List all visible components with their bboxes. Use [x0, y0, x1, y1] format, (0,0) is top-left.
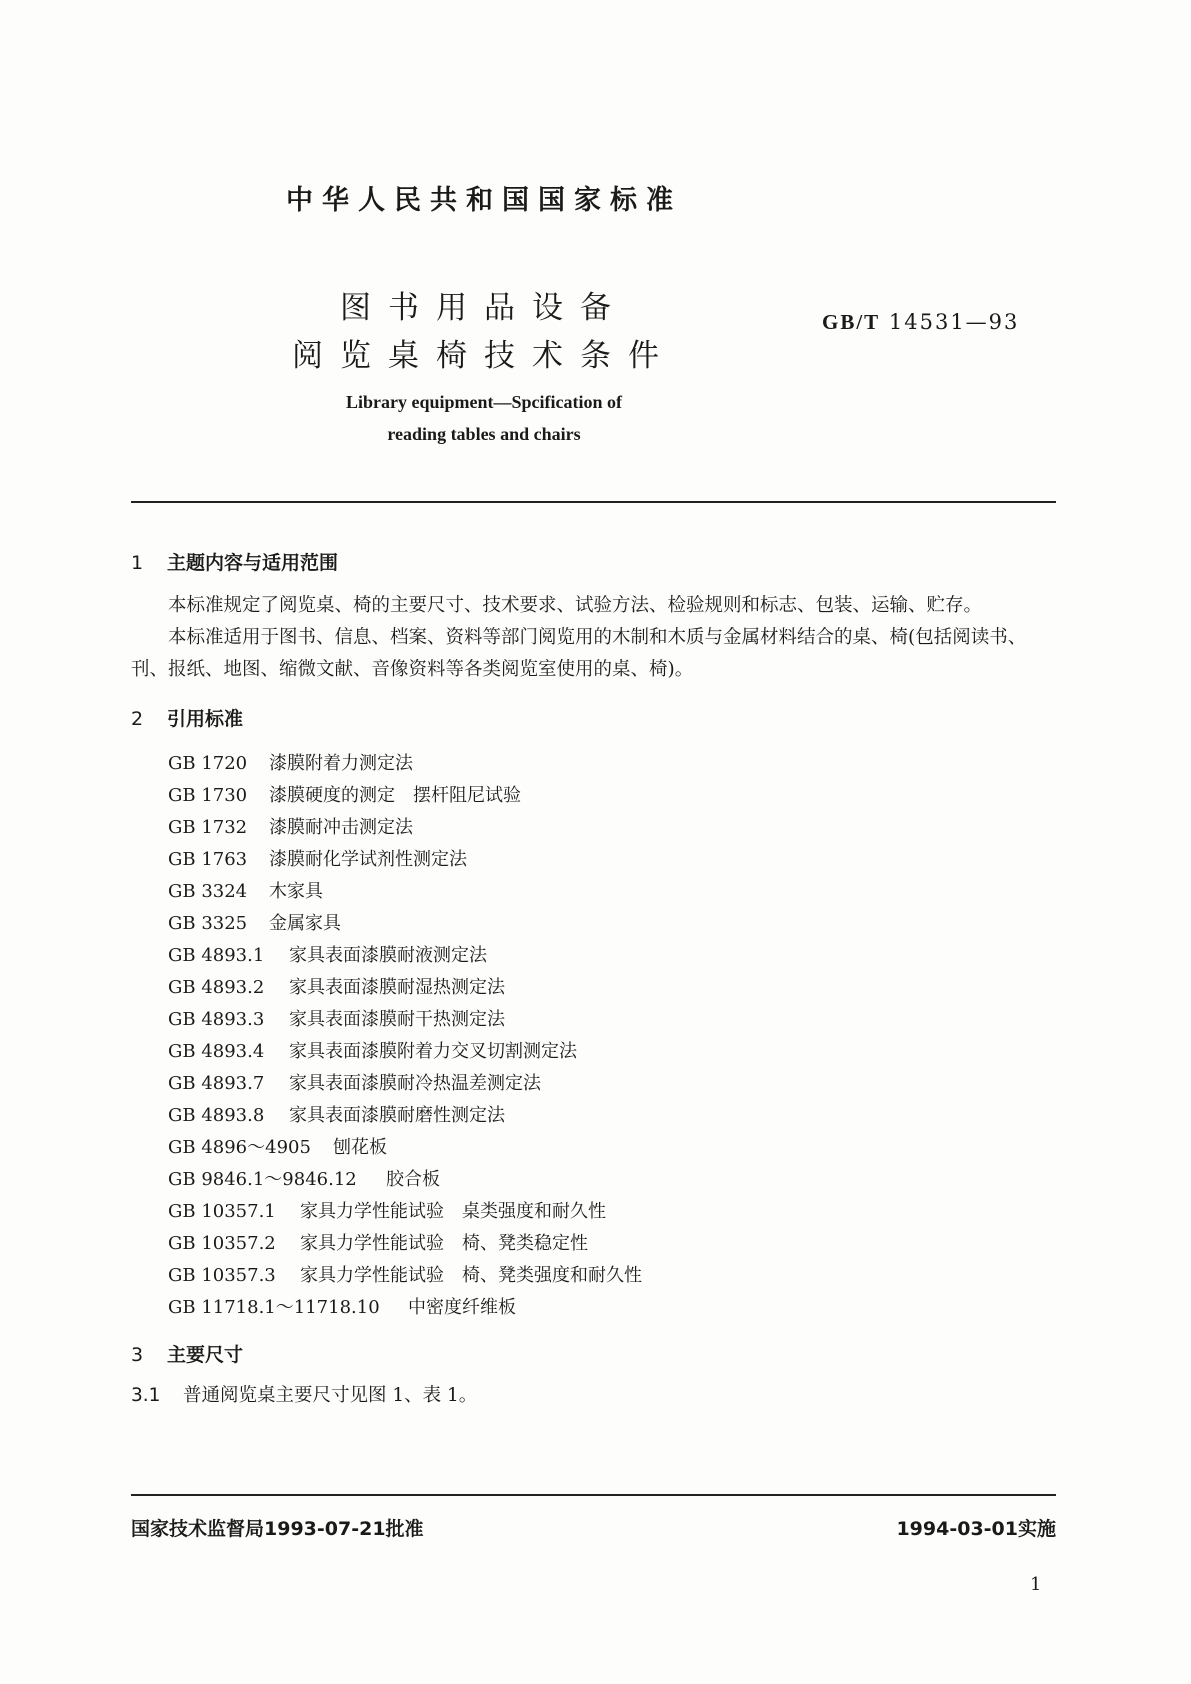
ref-code: GB 1730 — [168, 785, 248, 806]
ref-code: GB 1732 — [168, 817, 248, 838]
standard-code-number: 14531—93 — [888, 310, 1020, 334]
english-title-line1: Library equipment—Spcification of — [345, 392, 622, 412]
ref-item — [168, 1133, 387, 1159]
ref-code: GB 4893.3 — [168, 1009, 265, 1030]
section3-title: 主要尺寸 — [167, 1344, 244, 1366]
ref-item — [168, 1005, 505, 1031]
ref-item — [168, 1197, 606, 1223]
ref-code: GB 4893.1 — [168, 945, 265, 966]
ref-item — [168, 877, 323, 903]
section2-title: 引用标准 — [167, 708, 244, 730]
doc-title-line1: 图书用品设备 — [340, 290, 628, 326]
ref-code: GB 1720 — [168, 753, 248, 774]
ref-code: GB 10357.1 — [168, 1201, 276, 1222]
ref-item — [168, 1293, 516, 1319]
ref-code: GB 4896～4905 — [168, 1137, 311, 1158]
national-standard-heading: 中华人民共和国国家标准 — [286, 185, 682, 216]
ref-code: GB 3325 — [168, 913, 248, 934]
section2-number: 2 — [131, 708, 144, 730]
section2-heading — [131, 704, 243, 731]
ref-name: 家具表面漆膜耐湿热测定法 — [289, 977, 505, 998]
ref-item — [168, 813, 413, 839]
ref-name: 家具表面漆膜耐冷热温差测定法 — [289, 1073, 541, 1094]
section1-number: 1 — [131, 552, 144, 574]
ref-item — [168, 1101, 505, 1127]
section1-para1: 本标准规定了阅览桌、椅的主要尺寸、技术要求、试验方法、检验规则和标志、包装、运输、贮存。 — [168, 595, 983, 616]
ref-item — [168, 781, 521, 807]
ref-item — [168, 973, 505, 999]
page-number: 1 — [1030, 1574, 1042, 1595]
ref-name: 刨花板 — [333, 1137, 387, 1158]
ref-name: 漆膜耐冲击测定法 — [269, 817, 413, 838]
ref-name: 中密度纤维板 — [408, 1297, 516, 1318]
clause-3-1-number: 3.1 — [131, 1385, 161, 1406]
ref-name: 胶合板 — [386, 1169, 440, 1190]
section1-title: 主题内容与适用范围 — [167, 552, 339, 574]
ref-name: 木家具 — [269, 881, 323, 902]
ref-name: 家具力学性能试验 椅、凳类强度和耐久性 — [300, 1265, 642, 1286]
ref-name: 金属家具 — [269, 913, 341, 934]
ref-name: 家具力学性能试验 椅、凳类稳定性 — [300, 1233, 588, 1254]
section3-number: 3 — [131, 1344, 144, 1366]
ref-name: 家具表面漆膜耐液测定法 — [289, 945, 487, 966]
section3-heading — [131, 1340, 243, 1367]
section1-para2: 本标准适用于图书、信息、档案、资料等部门阅览用的木制和木质与金属材料结合的桌、椅(包括阅读书、刊、报纸、地图、缩微文献、音像资料等各类阅览室使用的桌、椅)。 — [131, 627, 1027, 680]
ref-code: GB 3324 — [168, 881, 248, 902]
ref-item — [168, 1037, 577, 1063]
ref-code: GB 10357.3 — [168, 1265, 276, 1286]
ref-item — [168, 1229, 588, 1255]
ref-name: 家具表面漆膜耐干热测定法 — [289, 1009, 505, 1030]
section1-heading — [131, 548, 338, 575]
ref-item — [168, 749, 413, 775]
ref-code: GB 4893.2 — [168, 977, 265, 998]
clause-3-1-text: 普通阅览桌主要尺寸见图 1、表 1。 — [183, 1385, 478, 1406]
ref-item — [168, 909, 341, 935]
ref-item — [168, 845, 467, 871]
ref-name: 漆膜耐化学试剂性测定法 — [269, 849, 467, 870]
ref-name: 漆膜附着力测定法 — [269, 753, 413, 774]
footer-divider — [131, 1494, 1056, 1496]
doc-title-line2: 阅览桌椅技术条件 — [292, 338, 676, 374]
implementation-date: 1994-03-01实施 — [896, 1518, 1056, 1540]
ref-code: GB 11718.1～11718.10 — [168, 1297, 380, 1318]
ref-code: GB 4893.4 — [168, 1041, 265, 1062]
clause-3-1 — [131, 1380, 477, 1412]
standard-code-prefix: GB/T — [822, 310, 881, 334]
approval-date: 国家技术监督局1993-07-21批准 — [131, 1518, 424, 1540]
ref-item — [168, 1261, 642, 1287]
ref-name: 家具表面漆膜附着力交叉切割测定法 — [289, 1041, 577, 1062]
ref-code: GB 4893.8 — [168, 1105, 265, 1126]
ref-code: GB 1763 — [168, 849, 248, 870]
ref-code: GB 4893.7 — [168, 1073, 265, 1094]
ref-item — [168, 1165, 440, 1191]
ref-item — [168, 941, 487, 967]
ref-item — [168, 1069, 541, 1095]
ref-code: GB 10357.2 — [168, 1233, 276, 1254]
ref-name: 家具力学性能试验 桌类强度和耐久性 — [300, 1201, 606, 1222]
header-divider — [131, 501, 1056, 503]
ref-code: GB 9846.1～9846.12 — [168, 1169, 357, 1190]
standard-code — [822, 310, 1019, 335]
ref-name: 家具表面漆膜耐磨性测定法 — [289, 1105, 505, 1126]
ref-name: 漆膜硬度的测定 摆杆阻尼试验 — [269, 785, 521, 806]
english-title-line2: reading tables and chairs — [387, 424, 581, 444]
